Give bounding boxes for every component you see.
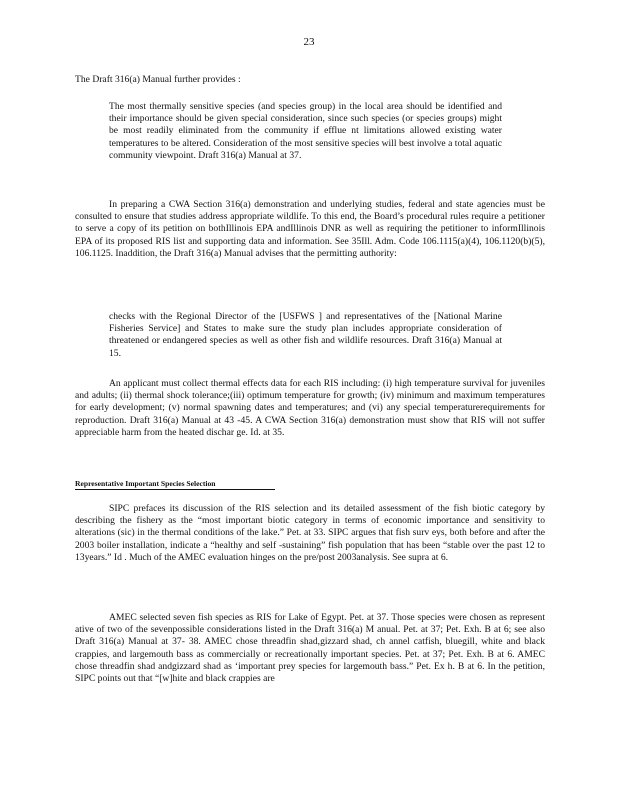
paragraph-2 [75,199,545,260]
quote-2-text: checks with the Regional Director of the [USFWS ] and representatives of the [National Marine Fisheries Service] and States to make sure the study plan includes appropriate consideration of threatened or endangered species as well as other fish and wildlife resources. Draft 316(a) Manual at 15. [109,311,502,359]
paragraph-4 [75,503,545,564]
page-number: 23 [303,36,315,48]
paragraph-3-text: An applicant must collect thermal effects data for each RIS including: (i) high temperature survival for juveniles and adults; (ii) thermal shock tolerance;(iii) optimum temperature for growth; (iv) minimum and maximum temperatures for early development; (v) normal spawning dates and temperatures; and (vi) any special temperaturerequirements for reproduction. Draft 316(a) Manual at 43 -45. A CWA Section 316(a) demonstration must show that RIS will not suffer appreciable harm from the heated dischar ge. Id. at 35. [75,378,545,438]
section-heading: Representative Important Species Selection [75,479,275,490]
block-quote-1 [109,101,502,162]
paragraph-3 [75,378,545,439]
intro-line [75,74,545,86]
paragraph-2-text: In preparing a CWA Section 316(a) demonstration and underlying studies, federal and state agencies must be consulted to ensure that studies address appropriate wildlife. To this end, the Board’s procedural rules require a petitioner to serve a copy of its petition on bothIllinois EPA andIllinois DNR as well as requiring the petitioner to informIllinois EPA of its proposed RIS list and supporting data and information. See 35Ill. Adm. Code 106.1115(a)(4), 106.1120(b)(5), 106.1125. Inaddition, the Draft 316(a) Manual advises that the permitting authority: [75,199,545,259]
intro-text: The Draft 316(a) Manual further provides : [75,74,241,85]
block-quote-2 [109,311,502,360]
quote-1-text: The most thermally sensitive species (and species group) in the local area should be identified and their importance should be given special consideration, since such species (or species groups) might be most readily eliminated from the community if efflue nt limitations allowed existing water temperatures to be altered. Consideration of the most sensitive species will best involve a total aquatic community viewpoint. Draft 316(a) Manual at 37. [109,101,502,161]
paragraph-5 [75,612,545,685]
paragraph-5-text: AMEC selected seven fish species as RIS for Lake of Egypt. Pet. at 37. Those species were chosen as represent ative of two of the sevenpossible considerations listed in the Draft 316(a) M anual. Pet. at 37; Pet. Exh. B at 6; see also Draft 316(a) Manual at 37- 38. AMEC chose threadfin shad,gizzard shad, ch annel catfish, bluegill, white and black crappies, and largemouth bass as commercially or recreationally important species. Pet. at 37; Pet. Exh. B at 6. AMEC chose threadfin shad andgizzard shad as ‘important prey species for largemouth bass.” Pet. Ex h. B at 6. In the petition, SIPC points out that “[w]hite and black crappies are [75,612,545,685]
paragraph-4-text: SIPC prefaces its discussion of the RIS selection and its detailed assessment of the fish biotic category by describing the fishery as the “most important biotic category in terms of economic importance and sensitivity to alterations (sic) in the thermal conditions of the lake.” Pet. at 33. SIPC argues that fish surv eys, both before and after the 2003 boiler installation, indicate a “healthy and self -sustaining” fish population that has been “stable over the past 12 to 13years.” Id . Much of the AMEC evaluation hinges on the pre/post 2003analysis. See supra at 6. [75,503,545,563]
